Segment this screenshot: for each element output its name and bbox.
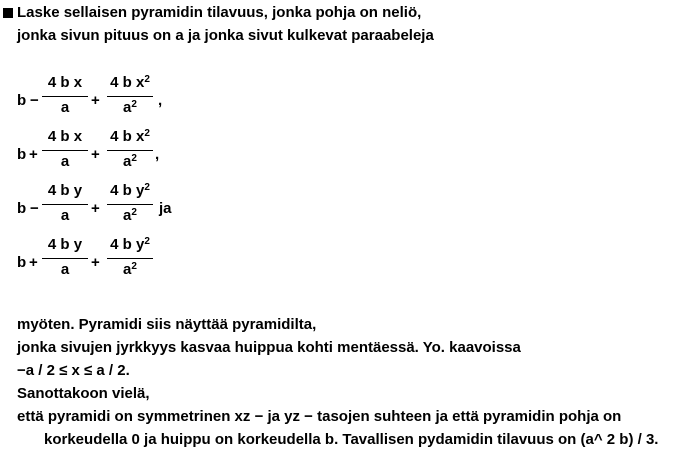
fraction-bar xyxy=(42,258,88,259)
fraction-numerator: 4 b y xyxy=(47,182,83,199)
intro-line-2: jonka sivun pituus on a ja jonka sivut kulkevat paraabeleja xyxy=(17,27,434,44)
formula-operator: + xyxy=(29,146,38,163)
intro-line-1: Laske sellaisen pyramidin tilavuus, jonka pohja on neliö, xyxy=(17,4,422,21)
fraction-bar xyxy=(107,150,153,151)
fraction-denominator: a xyxy=(60,261,70,278)
formula-operator: − xyxy=(30,92,39,109)
body-line-3: −a / 2 ≤ x ≤ a / 2. xyxy=(17,362,130,379)
body-line-6: korkeudella 0 ja huippu on korkeudella b. Tavallisen pydamidin tilavuus on (a^ 2 b) / 3. xyxy=(44,431,659,448)
fraction-bar xyxy=(42,150,88,151)
fraction-bar xyxy=(42,204,88,205)
fraction-bar xyxy=(107,204,153,205)
body-line-5: että pyramidi on symmetrinen xz − ja yz − tasojen suhteen ja että pyramidin pohja on xyxy=(17,408,622,425)
formula-operator: + xyxy=(91,92,100,109)
formula-operator: + xyxy=(91,146,100,163)
fraction-denominator: a xyxy=(60,207,70,224)
fraction-numerator: 4 b x xyxy=(47,128,83,145)
formula-lead: b xyxy=(17,200,27,217)
fraction-denominator: $a^2$ xyxy=(123,261,137,278)
body-line-2: jonka sivujen jyrkkyys kasvaa huippua kohti mentäessä. Yo. kaavoissa xyxy=(17,339,521,356)
formula-operator: + xyxy=(29,254,38,271)
fraction-numerator: 4 b $y^2$ xyxy=(110,182,150,199)
formula-lead: b xyxy=(17,92,27,109)
formula-operator: + xyxy=(91,200,100,217)
formula-lead: b xyxy=(17,146,27,163)
fraction-numerator: 4 b $x^2$ xyxy=(110,74,150,91)
body-line-4: Sanottakoon vielä, xyxy=(17,385,150,402)
fraction-denominator: a xyxy=(60,153,70,170)
fraction-numerator: 4 b x xyxy=(47,74,83,91)
fraction-bar xyxy=(42,96,88,97)
fraction-denominator: $a^2$ xyxy=(123,99,137,116)
formula-operator: + xyxy=(91,254,100,271)
fraction-numerator: 4 b $y^2$ xyxy=(110,236,150,253)
fraction-denominator: a xyxy=(60,99,70,116)
formula-trailing: , xyxy=(158,92,163,109)
fraction-denominator: $a^2$ xyxy=(123,207,137,224)
bullet-icon xyxy=(3,8,13,18)
fraction-numerator: 4 b y xyxy=(47,236,83,253)
fraction-bar xyxy=(107,258,153,259)
body-line-1: myöten. Pyramidi siis näyttää pyramidilta, xyxy=(17,316,317,333)
fraction-numerator: 4 b $x^2$ xyxy=(110,128,150,145)
fraction-denominator: $a^2$ xyxy=(123,153,137,170)
formula-lead: b xyxy=(17,254,27,271)
fraction-bar xyxy=(107,96,153,97)
formula-trailing: ja xyxy=(159,200,172,217)
formula-trailing: , xyxy=(155,146,160,163)
formula-operator: − xyxy=(30,200,39,217)
